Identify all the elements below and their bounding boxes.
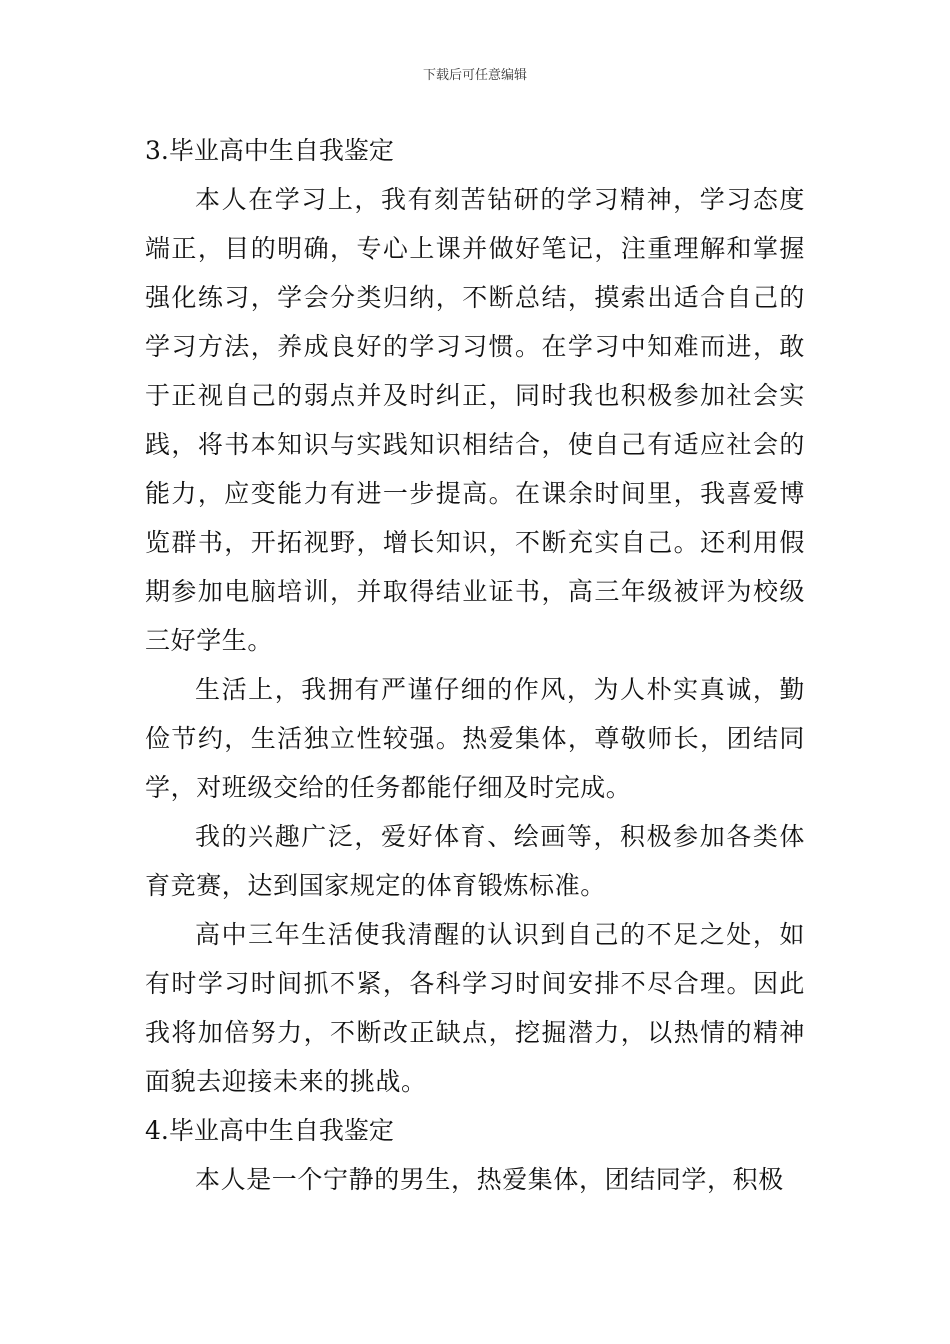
page-header: 下载后可任意编辑 xyxy=(422,68,527,83)
paragraph: 生活上，我拥有严谨仔细的作风，为人朴实真诚，勤俭节约，生活独立性较强。热爱集体，尊敬师长，团结同学，对班级交给的任务都能仔细及时完成。 xyxy=(145,675,805,802)
section-4 xyxy=(145,1106,805,1204)
section-title: 3.毕业高中生自我鉴定 xyxy=(145,136,394,165)
section-3 xyxy=(145,126,805,1106)
paragraph: 我的兴趣广泛，爱好体育、绘画等，积极参加各类体育竞赛，达到国家规定的体育锻炼标准。 xyxy=(145,822,805,900)
section-title: 4.毕业高中生自我鉴定 xyxy=(145,1116,394,1145)
document-body xyxy=(145,126,805,1204)
paragraph: 本人在学习上，我有刻苦钻研的学习精神，学习态度端正，目的明确，专心上课并做好笔记，注重理解和掌握强化练习，学会分类归纳，不断总结，摸索出适合自己的学习方法，养成良好的学习习惯。在学习中知难而进，敢于正视自己的弱点并及时纠正，同时我也积极参加社会实践，将书本知识与实践知识相结合，使自己有适应社会的能力，应变能力有进一步提高。在课余时间里，我喜爱博览群书，开拓视野，增长知识，不断充实自己。还利用假期参加电脑培训，并取得结业证书，高三年级被评为校级三好学生。 xyxy=(145,185,805,655)
paragraph: 本人是一个宁静的男生，热爱集体，团结同学，积极 xyxy=(195,1165,784,1194)
paragraph: 高中三年生活使我清醒的认识到自己的不足之处，如有时学习时间抓不紧，各科学习时间安排不尽合理。因此我将加倍努力，不断改正缺点，挖掘潜力，以热情的精神面貌去迎接未来的挑战。 xyxy=(145,920,805,1096)
